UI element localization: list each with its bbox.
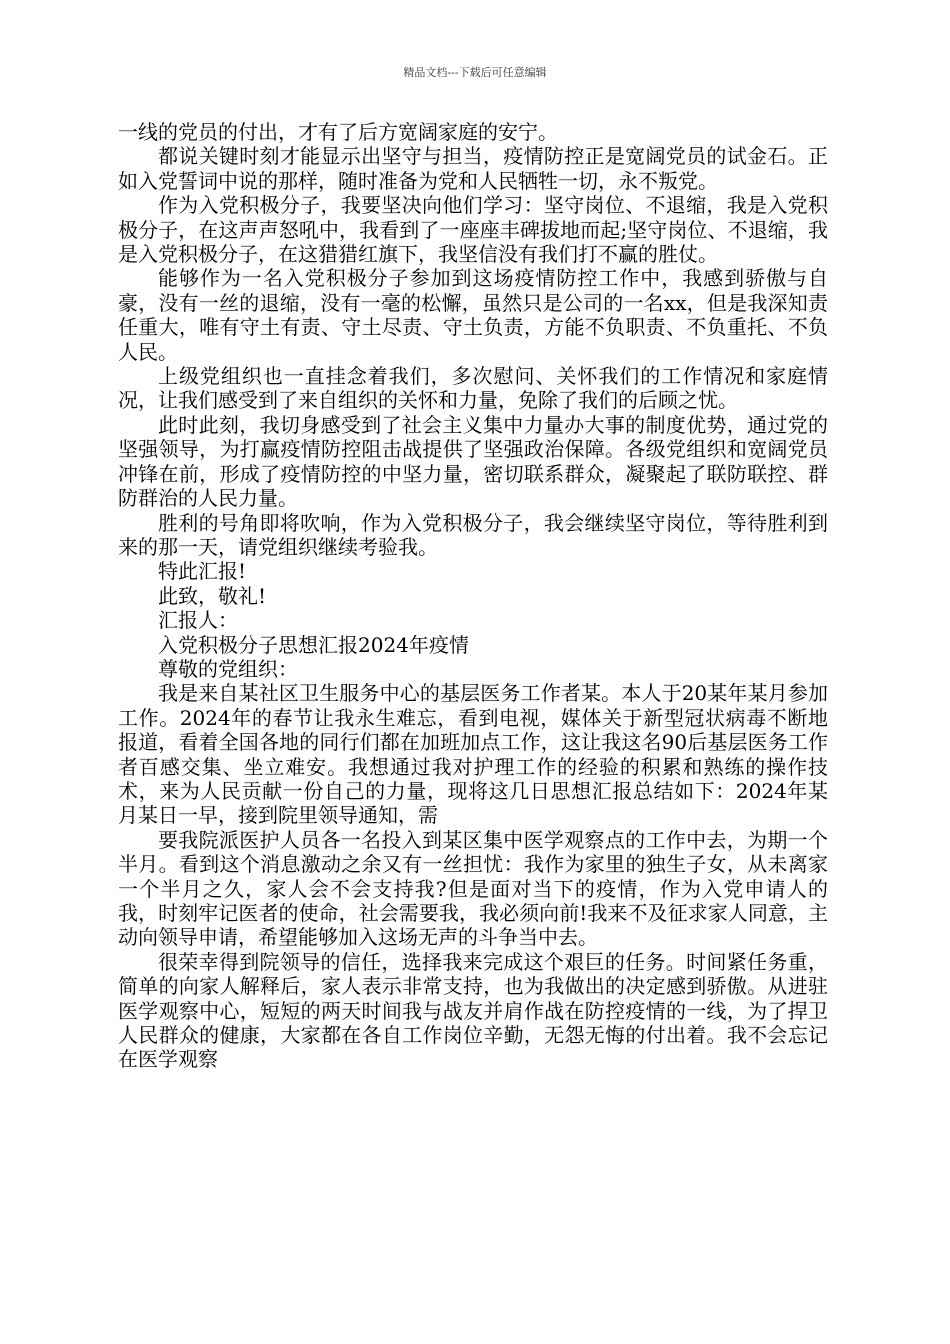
paragraph: 特此汇报! [158, 559, 247, 584]
paragraph: 胜利的号角即将吹响，作为入党积极分子，我会继续坚守岗位，等待胜利到来的那一天，请党组织继续考验我。 [118, 510, 828, 559]
paragraph: 能够作为一名入党积极分子参加到这场疫情防控工作中，我感到骄傲与自豪，没有一丝的退缩，没有一毫的松懈，虽然只是公司的一名xx，但是我深知责任重大，唯有守土有责、守土尽责、守土负责，方能不负职责、不负重托、不负人民。 [118, 266, 828, 364]
paragraph: 尊敬的党组织： [158, 656, 298, 681]
paragraph: 此时此刻，我切身感受到了社会主义集中力量办大事的制度优势，通过党的坚强领导，为打赢疫情防控阻击战提供了坚强政治保障。各级党组织和宽阔党员冲锋在前，形成了疫情防控的中坚力量，密切联系群众，凝聚起了联防联控、群防群治的人民力量。 [118, 412, 828, 511]
document-body [118, 120, 828, 1072]
paragraph: 入党积极分子思想汇报2024年疫情 [158, 632, 469, 657]
paragraph: 我是来自某社区卫生服务中心的基层医务工作者某。本人于20某年某月参加工作。2024年的春节让我永生难忘，看到电视，媒体关于新型冠状病毒不断地报道，看着全国各地的同行们都在加班加点工作，这让我这名90后基层医务工作者百感交集、坐立难安。我想通过我对护理工作的经验的积累和熟练的操作技术，来为人民贡献一份自己的力量，现将这几日思想汇报总结如下：2024年某月某日一早，接到院里领导通知，需 [118, 681, 828, 828]
paragraph: 汇报人： [158, 608, 238, 633]
paragraph: 此致，敬礼! [158, 583, 267, 608]
paragraph: 要我院派医护人员各一名投入到某区集中医学观察点的工作中去，为期一个半月。看到这个消息激动之余又有一丝担忧：我作为家里的独生子女，从未离家一个半月之久，家人会不会支持我?但是面对当下的疫情，作为入党申请人的我，时刻牢记医者的使命，社会需要我，我必须向前!我来不及征求家人同意，主动向领导申请，希望能够加入这场无声的斗争当中去。 [118, 827, 828, 950]
paragraph: 一线的党员的付出，才有了后方宽阔家庭的安宁。 [118, 120, 558, 144]
paragraph: 很荣幸得到院领导的信任，选择我来完成这个艰巨的任务。时间紧任务重，简单的向家人解释后，家人表示非常支持，也为我做出的决定感到骄傲。从进驻医学观察中心，短短的两天时间我与战友并肩作战在防控疫情的一线，为了捍卫人民群众的健康，大家都在各自工作岗位辛勤，无怨无悔的付出着。我不会忘记在医学观察 [118, 949, 828, 1072]
paragraph: 都说关键时刻才能显示出坚守与担当，疫情防控正是宽阔党员的试金石。正如入党誓词中说的那样，随时准备为党和人民牺牲一切，永不叛党。 [118, 144, 828, 193]
page-header: 精品文档---下载后可任意编辑 [403, 66, 547, 79]
paragraph: 作为入党积极分子，我要坚决向他们学习：坚守岗位、不退缩，我是入党积极分子，在这声声怒吼中，我看到了一座座丰碑拔地而起;坚守岗位、不退缩，我是入党积极分子，在这猎猎红旗下，我坚信没有我们打不赢的胜仗。 [118, 193, 828, 267]
paragraph: 上级党组织也一直挂念着我们，多次慰问、关怀我们的工作情况和家庭情况，让我们感受到了来自组织的关怀和力量，免除了我们的后顾之忧。 [118, 364, 828, 413]
